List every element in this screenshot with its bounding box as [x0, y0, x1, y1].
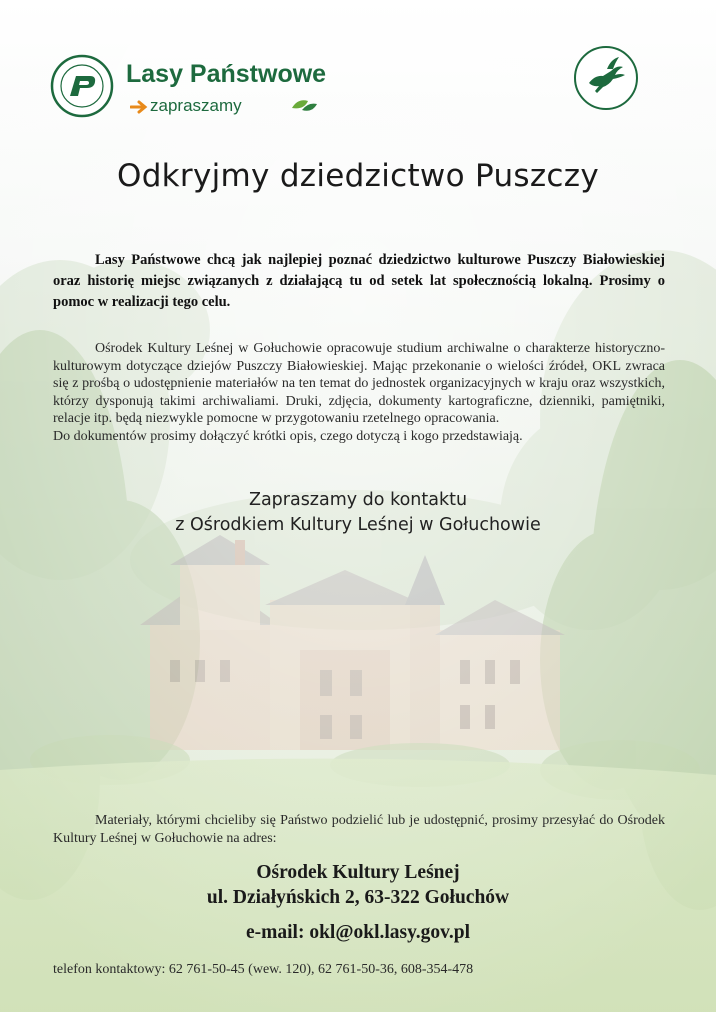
body-paragraph: Ośrodek Kultury Leśnej w Gołuchowie opracowuje studium archiwalne o charakterze historyczno-kulturowym dotyczące dziejów Puszczy Białowieskiej. Mając przekonanie o wielości źródeł, OKL zwraca się z prośbą o udostępnienie materiałów na ten temat do jednostek organizacyjnych w kraju oraz wszystkich, którzy dysponują takimi archiwaliami. Druki, zdjęcia, dokumenty kartograficzne, dzienniki, pamiętniki, relacje itp. będą niezwykle pomocne w przygotowaniu rzetelnego opracowania.	[53, 341, 665, 427]
postal-address	[0, 860, 716, 910]
brand-name: Lasy Państwowe	[126, 60, 327, 88]
invite-line: z Ośrodkiem Kultury Leśnej w Gołuchowie	[175, 515, 541, 535]
page-title: Odkryjmy dziedzictwo Puszczy	[117, 158, 599, 194]
body-paragraph: Do dokumentów prosimy dołączyć krótki opis, czego dotyczą i kogo przedstawiają.	[53, 428, 523, 444]
okl-pegasus-emblem-icon	[573, 45, 639, 111]
arrow-icon	[130, 100, 150, 114]
address-line: ul. Działyńskich 2, 63-322 Gołuchów	[206, 887, 510, 908]
body-text	[53, 340, 665, 446]
contact-invitation	[0, 488, 716, 538]
lasy-panstwowe-logo	[50, 50, 330, 122]
address-line: Ośrodek Kultury Leśnej	[256, 862, 460, 883]
intro-paragraph: Lasy Państwowe chcą jak najlepiej poznać dziedzictwo kulturowe Puszczy Białowieskiej oraz historię miejsc związanych z działającą tu od setek lat społecznością lokalną. Prosimy o pomoc w realizacji tego celu.	[53, 252, 665, 310]
email-contact[interactable]: e-mail: okl@okl.lasy.gov.pl	[245, 922, 470, 943]
lasy-panstwowe-badge-icon	[50, 54, 114, 118]
brand-tagline: zapraszamy	[150, 96, 242, 115]
phone-contact: telefon kontaktowy: 62 761-50-45 (wew. 120), 62 761-50-36, 608-354-478	[53, 962, 474, 977]
materials-paragraph: Materiały, którymi chcieliby się Państwo podzielić lub je udostępnić, prosimy przesyłać do Ośrodek Kultury Leśnej w Gołuchowie na adres:	[53, 813, 665, 846]
leaf-icon	[290, 98, 318, 114]
invite-line: Zapraszamy do kontaktu	[248, 490, 468, 510]
